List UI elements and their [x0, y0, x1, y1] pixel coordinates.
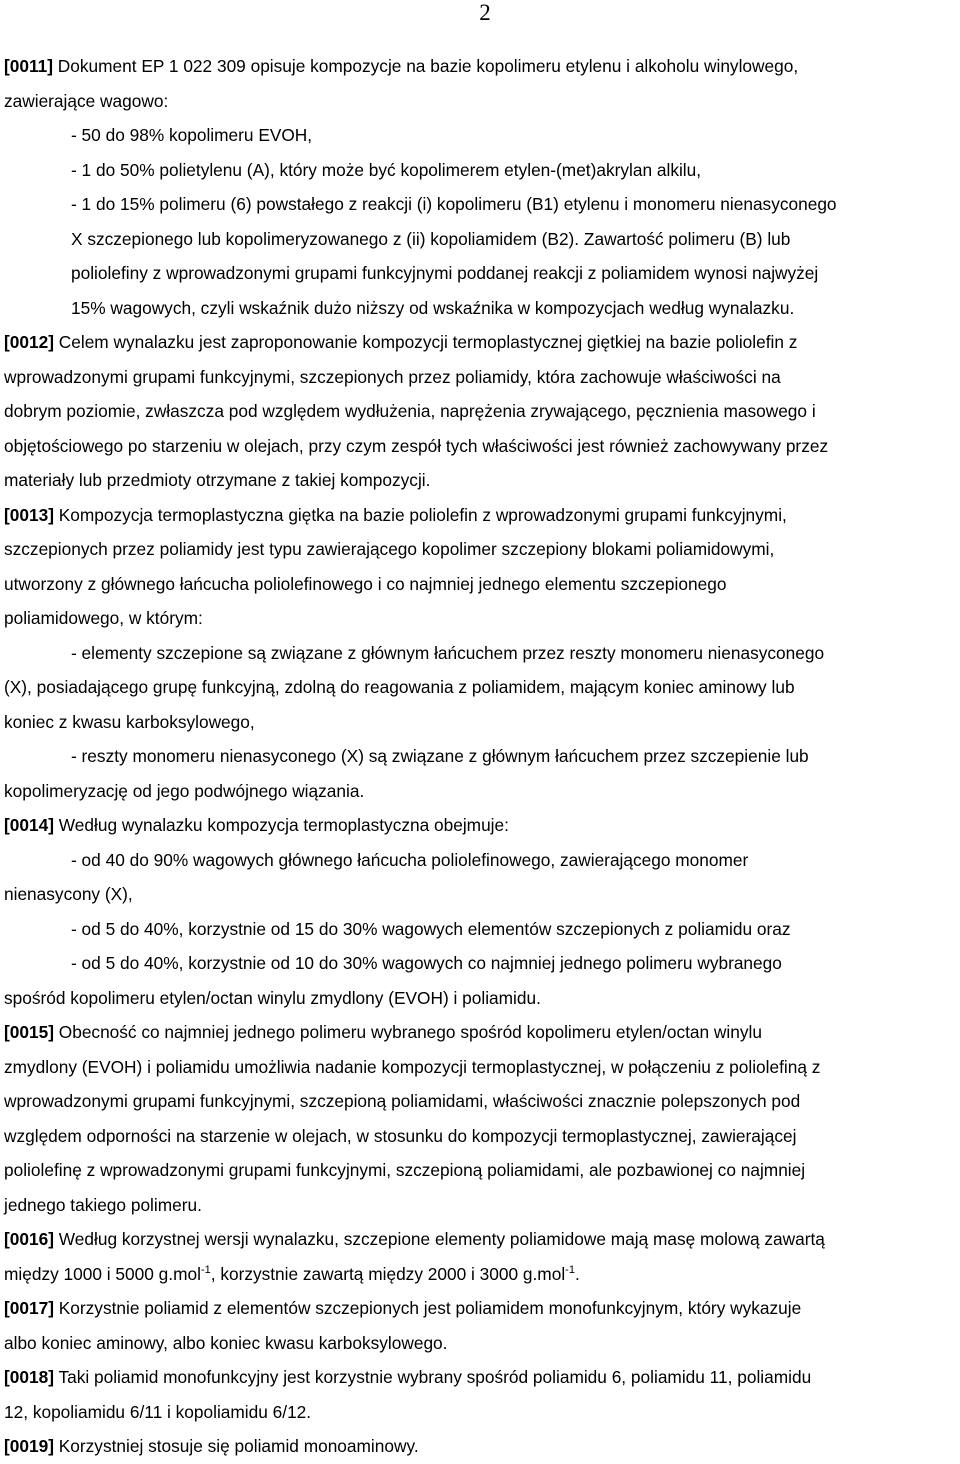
line-text: , korzystnie zawartą między 2000 i 3000 g.mol	[210, 1263, 566, 1284]
text-line	[4, 498, 958, 533]
paragraph-number: [0014]	[4, 815, 54, 835]
text-line	[4, 325, 958, 360]
text-line	[4, 1015, 958, 1050]
line-text: - od 5 do 40%, korzystnie od 10 do 30% wagowych co najmniej jednego polimeru wybranego	[71, 953, 782, 973]
line-text: - od 40 do 90% wagowych głównego łańcucha poliolefinowego, zawierającego monomer	[71, 849, 749, 870]
text-line	[4, 636, 958, 671]
line-text: (X), posiadającego grupę funkcyjną, zdolną do reagowania z poliamidem, mającym koniec aminowy lub	[4, 677, 795, 697]
line-text: Korzystnie poliamid z elementów szczepionych jest poliamidem monofunkcyjnym, który wykazuje	[53, 1298, 802, 1318]
text-line	[4, 601, 958, 636]
paragraph-number: [0013]	[4, 504, 54, 525]
line-text: poliolefinę z wprowadzonymi grupami funkcyjnymi, szczepioną poliamidami, ale pozbawionej co najmniej	[4, 1160, 806, 1180]
text-line	[4, 567, 958, 602]
line-text: względem odporności na starzenie w olejach, w stosunku do kompozycji termoplastycznej, zawierającej	[4, 1125, 797, 1146]
line-text: Celem wynalazku jest zaproponowanie kompozycji termoplastycznej giętkiej na bazie poliolefin z	[53, 332, 798, 352]
line-text: zawierające wagowo:	[4, 90, 169, 111]
paragraph-number: [0019]	[4, 1436, 54, 1456]
line-text: nienasycony (X),	[4, 884, 133, 904]
document-body	[4, 49, 958, 1464]
line-text: - 1 do 15% polimeru (6) powstałego z reakcji (i) kopolimeru (B1) etylenu i monomeru nienasyconego	[71, 194, 837, 214]
text-line	[4, 1188, 958, 1223]
line-text: kopolimeryzację od jego podwójnego wiązania.	[4, 780, 365, 801]
line-text: wprowadzonymi grupami funkcyjnymi, szczepionych przez poliamidy, która zachowuje właściwości na	[4, 366, 781, 387]
text-line	[4, 1429, 958, 1464]
line-text: objętościowego po starzeniu w olejach, przy czym zespół tych właściwości jest również zachowywany przez	[4, 435, 829, 456]
text-line	[4, 670, 958, 705]
line-text: Taki poliamid monofunkcyjny jest korzystnie wybrany spośród poliamidu 6, poliamidu 11, poliamidu	[53, 1367, 812, 1387]
line-text: wprowadzonymi grupami funkcyjnymi, szczepioną poliamidami, właściwości znacznie polepszonych pod	[4, 1091, 801, 1111]
paragraph-number: [0018]	[4, 1367, 54, 1387]
line-text: zmydlony (EVOH) i poliamidu umożliwia nadanie kompozycji termoplastycznej, w połączeniu z poliolefiną z	[4, 1056, 821, 1077]
text-line	[4, 946, 958, 981]
superscript: -1	[200, 1263, 211, 1276]
line-text: Według korzystnej wersji wynalazku, szczepione elementy poliamidowe mają masę molową zawartą	[53, 1229, 825, 1249]
line-text: 15% wagowych, czyli wskaźnik dużo niższy od wskaźnika w kompozycjach według wynalazku.	[71, 297, 795, 318]
line-text: szczepionych przez poliamidy jest typu zawierającego kopolimer szczepiony blokami poliamidowymi,	[4, 539, 775, 559]
text-line	[4, 1222, 958, 1257]
line-text: poliolefiny z wprowadzonymi grupami funkcyjnymi poddanej reakcji z poliamidem wynosi najwyżej	[71, 263, 819, 283]
line-text: - 1 do 50% polietylenu (A), który może być kopolimerem etylen-(met)akrylan alkilu,	[71, 159, 702, 180]
text-line	[4, 739, 958, 774]
text-line	[4, 463, 958, 498]
line-text: poliamidowego, w którym:	[4, 608, 203, 628]
text-line	[4, 256, 958, 291]
text-line	[4, 843, 958, 878]
line-text: 12, kopoliamidu 6/11 i kopoliamidu 6/12.	[4, 1401, 312, 1422]
text-line	[4, 705, 958, 740]
line-text: między 1000 i 5000 g.mol	[4, 1263, 201, 1284]
text-line	[4, 981, 958, 1016]
line-text: - od 5 do 40%, korzystnie od 15 do 30% wagowych elementów szczepionych z poliamidu oraz	[71, 918, 791, 939]
text-line	[4, 1050, 958, 1085]
line-text: Obecność co najmniej jednego polimeru wybranego spośród kopolimeru etylen/octan winylu	[53, 1022, 762, 1042]
text-line	[4, 360, 958, 395]
line-text: albo koniec aminowy, albo koniec kwasu karboksylowego.	[4, 1332, 448, 1353]
text-line	[4, 187, 958, 222]
line-text: X szczepionego lub kopolimeryzowanego z (ii) kopoliamidem (B2). Zawartość polimeru (B) lub	[71, 228, 791, 249]
text-line	[4, 153, 958, 188]
text-line	[4, 394, 958, 429]
text-line	[4, 877, 958, 912]
paragraph-number: [0012]	[4, 332, 54, 352]
paragraph-number: [0016]	[4, 1229, 54, 1249]
paragraph-number: [0011]	[4, 56, 53, 76]
text-line	[4, 1395, 958, 1430]
text-line	[4, 1257, 958, 1292]
paragraph-number: [0017]	[4, 1298, 54, 1318]
line-text: Kompozycja termoplastyczna giętka na bazie poliolefin z wprowadzonymi grupami funkcyjnymi,	[53, 504, 787, 525]
paragraph-number: [0015]	[4, 1022, 54, 1042]
text-line	[4, 808, 958, 843]
text-line	[4, 1291, 958, 1326]
line-text: materiały lub przedmioty otrzymane z takiej kompozycji.	[4, 470, 431, 490]
text-line	[4, 1084, 958, 1119]
line-text: jednego takiego polimeru.	[4, 1194, 202, 1215]
page-number: 2	[479, 0, 491, 25]
text-line	[4, 912, 958, 947]
text-line	[4, 1326, 958, 1361]
text-line	[4, 291, 958, 326]
text-line	[4, 1153, 958, 1188]
line-text: - elementy szczepione są związane z głównym łańcuchem przez reszty monomeru nienasyconego	[71, 642, 825, 663]
line-text: dobrym poziomie, zwłaszcza pod względem wydłużenia, naprężenia zrywającego, pęcznienia masowego i	[4, 401, 816, 421]
text-line	[4, 118, 958, 153]
text-line	[4, 1119, 958, 1154]
line-text: Dokument EP 1 022 309 opisuje kompozycje na bazie kopolimeru etylenu i alkoholu winylowego,	[53, 56, 799, 76]
text-line	[4, 532, 958, 567]
text-line	[4, 49, 958, 84]
text-line	[4, 1360, 958, 1395]
line-text: - 50 do 98% kopolimeru EVOH,	[71, 125, 313, 145]
text-line	[4, 429, 958, 464]
line-text: Korzystniej stosuje się poliamid monoaminowy.	[53, 1436, 419, 1456]
text-line	[4, 222, 958, 257]
line-text: spośród kopolimeru etylen/octan winylu zmydlony (EVOH) i poliamidu.	[4, 987, 541, 1008]
line-text: Według wynalazku kompozycja termoplastyczna obejmuje:	[53, 815, 509, 835]
line-text: - reszty monomeru nienasyconego (X) są związane z głównym łańcuchem przez szczepienie lub	[71, 746, 809, 766]
text-line	[4, 774, 958, 809]
line-text: koniec z kwasu karboksylowego,	[4, 711, 255, 732]
line-text: .	[574, 1263, 580, 1284]
text-line	[4, 84, 958, 119]
line-text: utworzony z głównego łańcucha poliolefinowego i co najmniej jednego elementu szczepionego	[4, 573, 727, 594]
superscript: -1	[565, 1263, 575, 1276]
